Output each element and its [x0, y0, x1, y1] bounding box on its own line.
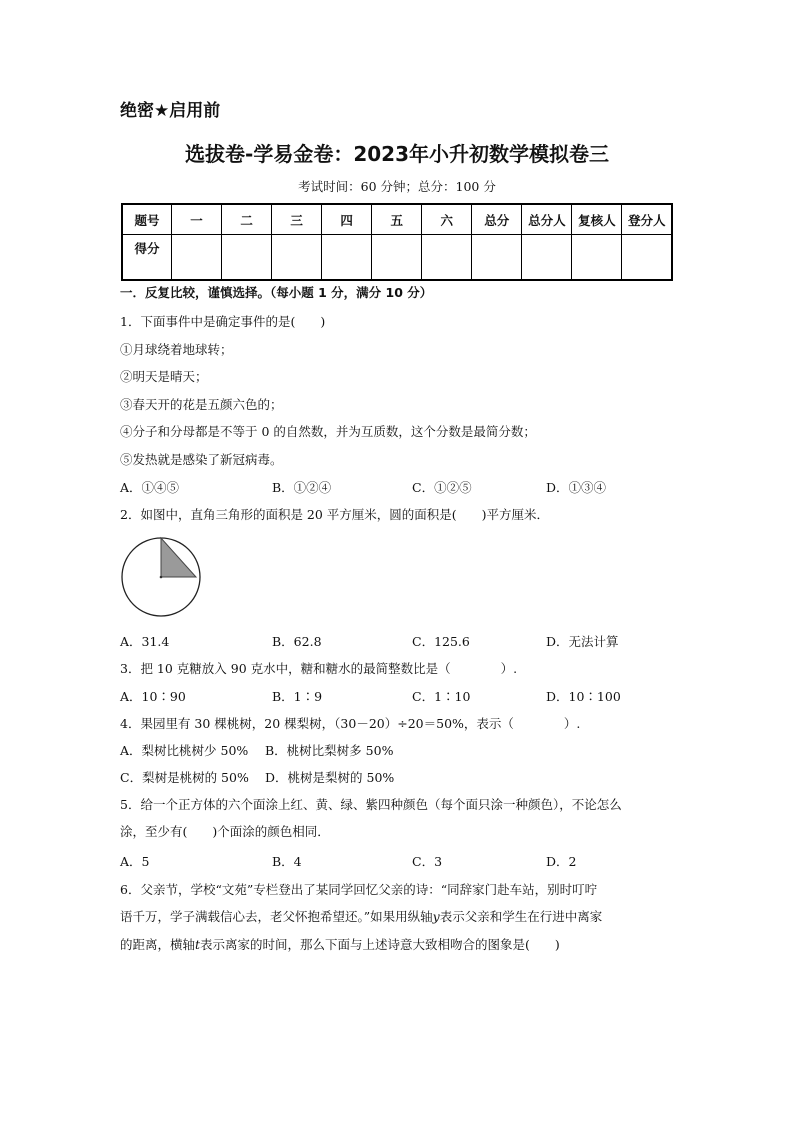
q2-option-a[interactable]: A．31.4 — [120, 634, 170, 649]
q1-item: ④分子和分母都是不等于 0 的自然数，并为互质数，这个分数是最简分数； — [120, 424, 536, 439]
score-header-cell: 复核人 — [572, 204, 622, 235]
q1-item: ②明天是晴天； — [120, 369, 208, 384]
q1-item: ⑤发热就是感染了新冠病毒。 — [120, 452, 283, 467]
q2-option-d[interactable]: D．无法计算 — [546, 634, 619, 649]
score-header-cell: 五 — [372, 204, 422, 235]
q1-option-b[interactable]: B．①②④ — [272, 480, 332, 495]
score-header-cell: 三 — [272, 204, 322, 235]
score-table — [121, 203, 673, 281]
q3-stem: 3．把 10 克糖放入 90 克水中，糖和糖水的最简整数比是（ ）. — [120, 661, 518, 676]
right-triangle-shape — [161, 538, 196, 577]
q6-var-y: y — [432, 909, 440, 924]
q1-option-d[interactable]: D．①③④ — [546, 480, 607, 495]
q5-stem-line2: 涂，至少有( )个面涂的颜色相同． — [120, 824, 330, 839]
section-1-title: 一．反复比较，谨慎选择。（每小题 1 分，满分 10 分） — [120, 285, 433, 300]
q5-stem-line1: 5．给一个正方体的六个面涂上红、黄、绿、紫四种颜色（每个面只涂一种颜色），不论怎么 — [120, 797, 622, 812]
q6-var-t: t — [195, 937, 201, 952]
q5-option-c[interactable]: C．3 — [412, 854, 443, 869]
q2-option-c[interactable]: C．125.6 — [412, 634, 470, 649]
score-header-cell: 一 — [172, 204, 222, 235]
q1-option-a[interactable]: A．①④⑤ — [120, 480, 180, 495]
q6-line2-text-b: 表示父亲和学生在行进中离家 — [439, 909, 603, 924]
score-header-cell: 二 — [222, 204, 272, 235]
score-cell[interactable] — [172, 235, 222, 281]
q6-stem-line2 — [120, 907, 602, 925]
q5-option-b[interactable]: B．4 — [272, 854, 302, 869]
score-table-header-row — [122, 204, 672, 235]
score-header-cell: 六 — [422, 204, 472, 235]
score-row-label: 得分 — [122, 235, 172, 281]
center-point — [160, 576, 163, 579]
confidential-label: 绝密★启用前 — [120, 101, 221, 121]
circle-triangle-figure — [120, 536, 204, 620]
score-header-cell: 四 — [322, 204, 372, 235]
q3-option-a[interactable]: A．10∶90 — [120, 689, 186, 704]
q2-option-b[interactable]: B．62.8 — [272, 634, 322, 649]
q4-option-d[interactable]: D．桃树是梨树的 50% — [265, 770, 395, 785]
q5-option-d[interactable]: D．2 — [546, 854, 577, 869]
q1-item: ③春天开的花是五颜六色的； — [120, 397, 283, 412]
score-cell[interactable] — [522, 235, 572, 281]
q6-line3-text-a: 的距离，横轴 — [120, 937, 196, 952]
score-cell[interactable] — [272, 235, 322, 281]
q6-line3-text-b: 表示离家的时间，那么下面与上述诗意大致相吻合的图象是( ) — [200, 937, 560, 952]
score-header-cell: 登分人 — [622, 204, 672, 235]
score-cell[interactable] — [422, 235, 472, 281]
q3-option-b[interactable]: B．1∶9 — [272, 689, 323, 704]
score-header-cell: 总分人 — [522, 204, 572, 235]
q3-option-c[interactable]: C．1∶10 — [412, 689, 471, 704]
q1-item: ①月球绕着地球转； — [120, 342, 233, 357]
score-cell[interactable] — [322, 235, 372, 281]
score-cell[interactable] — [372, 235, 422, 281]
q1-stem: 1．下面事件中是确定事件的是( ) — [120, 314, 326, 329]
q1-option-c[interactable]: C．①②⑤ — [412, 480, 472, 495]
q4-option-a[interactable]: A．梨树比桃树少 50% — [120, 743, 249, 758]
score-cell[interactable] — [622, 235, 672, 281]
q6-stem-line1: 6．父亲节，学校“文苑”专栏登出了某同学回忆父亲的诗：“同辞家门赴车站，别时叮咛 — [120, 882, 598, 897]
score-cell[interactable] — [572, 235, 622, 281]
score-header-cell: 总分 — [472, 204, 522, 235]
q4-stem: 4．果园里有 30 棵桃树，20 棵梨树，（30－20）÷20＝50%，表示（ ）. — [120, 716, 581, 731]
score-cell[interactable] — [222, 235, 272, 281]
q6-line2-text-a: 语千万，学子满载信心去，老父怀抱希望还。”如果用纵轴 — [120, 909, 433, 924]
q6-stem-line3 — [120, 935, 560, 953]
q2-stem: 2．如图中，直角三角形的面积是 20 平方厘米，圆的面积是( )平方厘米． — [120, 507, 550, 522]
exam-title: 选拔卷-学易金卷：2023年小升初数学模拟卷三 — [185, 142, 609, 166]
q3-option-d[interactable]: D．10∶100 — [546, 689, 621, 704]
q4-option-c[interactable]: C．梨树是桃树的 50% — [120, 770, 249, 785]
q5-option-a[interactable]: A．5 — [120, 854, 150, 869]
q4-option-b[interactable]: B．桃树比梨树多 50% — [265, 743, 394, 758]
score-table-score-row — [122, 235, 672, 281]
exam-subtitle: 考试时间：60 分钟；总分：100 分 — [298, 179, 496, 194]
score-cell[interactable] — [472, 235, 522, 281]
score-header-cell: 题号 — [122, 204, 172, 235]
